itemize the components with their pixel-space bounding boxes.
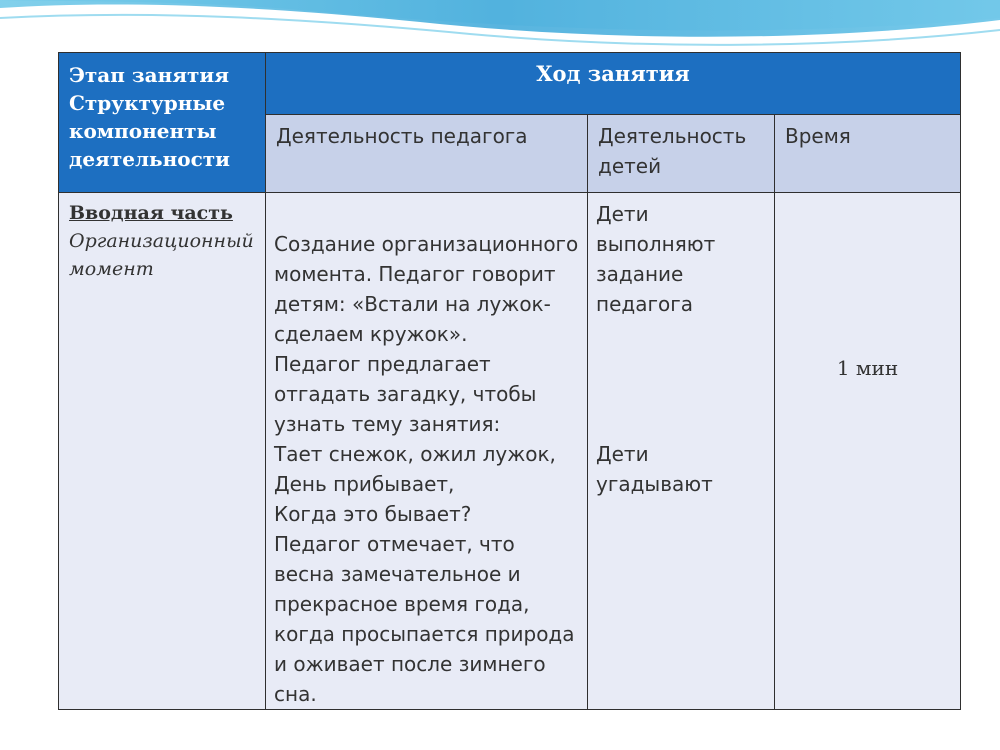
teacher-activity-label: Деятельность педагога bbox=[276, 124, 528, 148]
time-cell bbox=[775, 193, 961, 710]
stage-main-title: Вводная часть bbox=[69, 202, 233, 224]
lesson-table bbox=[58, 52, 961, 710]
children-activity-header bbox=[588, 115, 775, 193]
course-header bbox=[266, 53, 961, 115]
children-activity-text-2: Дети угадывают bbox=[596, 442, 713, 496]
stage-cell bbox=[59, 193, 266, 710]
teacher-activity-text: Создание организационного момента. Педагог говорит детям: «Встали на лужок-сделаем кружок». Педагог предлагает отгадать загадку, чтобы узнать тему занятия: Тает снежок, ожил лужок, День прибывает, Когда это бывает? Педагог отмечает, что весна замечательное и прекрасное время года, когда просыпается природа и оживает после зимнего сна. bbox=[274, 232, 579, 706]
stage-header bbox=[59, 53, 266, 193]
children-activity-text-1: Дети выполняют задание педагога bbox=[596, 202, 716, 316]
children-activity-label: Деятельность детей bbox=[598, 124, 747, 178]
teacher-activity-cell bbox=[266, 193, 588, 710]
stage-header-label: Этап занятия Структурные компоненты деятельности bbox=[69, 63, 231, 171]
teacher-activity-header bbox=[266, 115, 588, 193]
stage-subtitle: Организационный момент bbox=[69, 230, 254, 280]
course-header-label: Ход занятия bbox=[536, 61, 690, 86]
time-label: Время bbox=[785, 124, 851, 148]
children-activity-cell bbox=[588, 193, 775, 710]
time-header bbox=[775, 115, 961, 193]
time-value: 1 мин bbox=[836, 356, 899, 380]
